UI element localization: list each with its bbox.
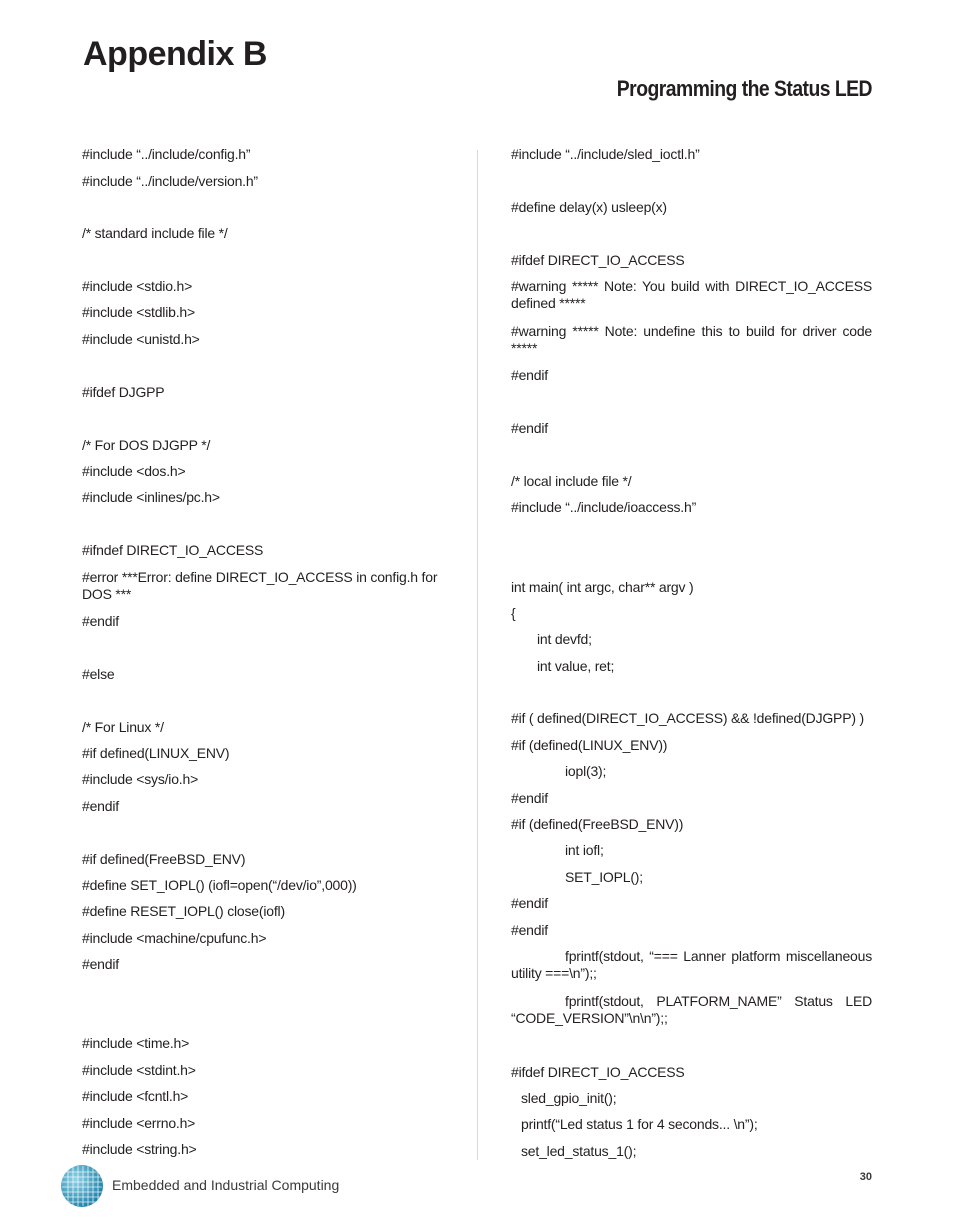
code-line: #include <inlines/pc.h> (82, 489, 220, 505)
code-line: SET_IOPL(); (565, 869, 643, 885)
code-line: #include <dos.h> (82, 463, 186, 479)
code-line: #ifdef DIRECT_IO_ACCESS (511, 252, 685, 268)
code-line: #warning ***** Note: undefine this to build for driver code ***** (511, 323, 872, 356)
code-line: printf(“Led status 1 for 4 seconds... \n”); (521, 1116, 758, 1132)
code-line: #include “../include/sled_ioctl.h” (511, 146, 700, 162)
code-line: #include <stdint.h> (82, 1062, 196, 1078)
code-line: iopl(3); (565, 763, 607, 779)
code-line: fprintf(stdout, PLATFORM_NAME” Status LED “CODE_VERSION”\n\n”);; (511, 993, 872, 1026)
code-line: #include “../include/ioaccess.h” (511, 499, 697, 515)
code-comment: /* For DOS DJGPP */ (82, 437, 211, 453)
code-line: #define delay(x) usleep(x) (511, 199, 667, 215)
code-comment: /* For Linux */ (82, 719, 164, 735)
code-line: #error ***Error: define DIRECT_IO_ACCESS in config.h for DOS *** (82, 569, 438, 602)
page-number: 30 (859, 1171, 872, 1183)
code-line: #if defined(FreeBSD_ENV) (82, 851, 246, 867)
code-line: #include <stdio.h> (82, 278, 193, 294)
column-divider (477, 150, 478, 1160)
code-line: int main( int argc, char** argv ) (511, 579, 694, 595)
code-line: #include <machine/cpufunc.h> (82, 930, 267, 946)
page-title: Appendix B (83, 35, 267, 73)
code-comment: /* standard include file */ (82, 225, 228, 241)
code-line: #endif (82, 956, 119, 972)
code-line: #if ( defined(DIRECT_IO_ACCESS) && !defined(DJGPP) ) (511, 710, 864, 726)
code-line: #if (defined(FreeBSD_ENV)) (511, 816, 684, 832)
code-line: #include <unistd.h> (82, 331, 200, 347)
code-line: #include <time.h> (82, 1035, 190, 1051)
code-line: #warning ***** Note: You build with DIRECT_IO_ACCESS defined ***** (511, 278, 872, 311)
code-line: #include “../include/config.h” (82, 146, 251, 162)
code-line: #endif (82, 798, 119, 814)
code-line: #include <fcntl.h> (82, 1088, 189, 1104)
code-line: #define RESET_IOPL() close(iofl) (82, 903, 285, 919)
code-line: #include “../include/version.h” (82, 173, 258, 189)
code-line: int iofl; (565, 842, 604, 858)
code-line: set_led_status_1(); (521, 1143, 637, 1159)
code-comment: /* local include file */ (511, 473, 632, 489)
code-line: fprintf(stdout, “=== Lanner platform miscellaneous utility ===\n”);; (511, 948, 872, 981)
code-line: #else (82, 666, 115, 682)
code-line: #include <stdlib.h> (82, 304, 195, 320)
code-line: #include <sys/io.h> (82, 771, 199, 787)
code-line: #ifdef DIRECT_IO_ACCESS (511, 1064, 685, 1080)
code-line: sled_gpio_init(); (521, 1090, 617, 1106)
code-line: { (511, 605, 516, 621)
code-line: int value, ret; (537, 658, 615, 674)
code-line: #endif (511, 790, 548, 806)
page-subtitle: Programming the Status LED (616, 76, 872, 101)
code-line: #define SET_IOPL() (iofl=open(“/dev/io”,000)) (82, 877, 357, 893)
footer-company-name: Embedded and Industrial Computing (112, 1177, 340, 1193)
code-line: #if (defined(LINUX_ENV)) (511, 737, 668, 753)
code-line: #ifndef DIRECT_IO_ACCESS (82, 542, 264, 558)
code-line: #if defined(LINUX_ENV) (82, 745, 230, 761)
code-line: #endif (511, 420, 548, 436)
code-line: int devfd; (537, 631, 592, 647)
code-line: #endif (511, 895, 548, 911)
code-line: #include <errno.h> (82, 1115, 196, 1131)
code-line: #endif (511, 367, 548, 383)
code-line: #endif (82, 613, 119, 629)
code-line: #ifdef DJGPP (82, 384, 165, 400)
code-line: #include <string.h> (82, 1141, 197, 1157)
code-line: #endif (511, 922, 548, 938)
company-logo-icon (60, 1164, 104, 1208)
